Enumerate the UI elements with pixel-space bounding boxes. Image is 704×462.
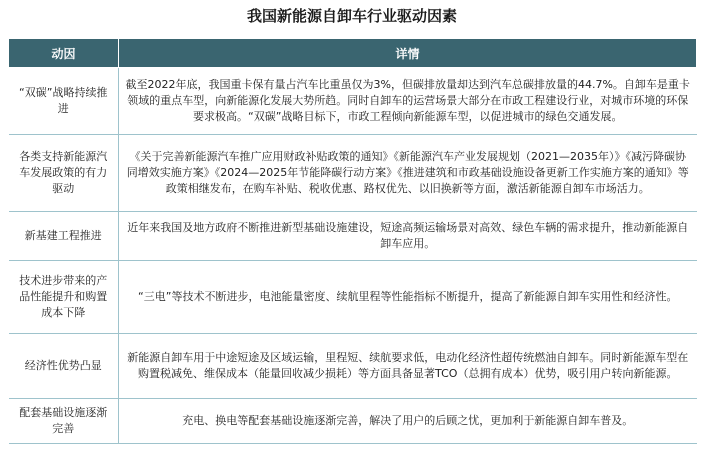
factor-cell: 技术进步带来的产品性能提升和购置成本下降: [9, 261, 119, 334]
table-row: [9, 135, 697, 212]
table-row: [9, 399, 697, 444]
column-header-detail: 详情: [119, 39, 697, 68]
detail-cell: 充电、换电等配套基础设施逐渐完善，解决了用户的后顾之忧，更加利于新能源自卸车普及。: [119, 399, 697, 444]
column-header-factor: 动因: [9, 39, 119, 68]
table-row: [9, 68, 697, 135]
drivers-table: [8, 38, 697, 444]
detail-cell: 近年来我国及地方政府不断推进新型基础设施建设，短途高频运输场景对高效、绿色车辆的需求提升，推动新能源自卸车应用。: [119, 212, 697, 261]
factor-cell: 各类支持新能源汽车发展政策的有力驱动: [9, 135, 119, 212]
factor-cell: 新基建工程推进: [9, 212, 119, 261]
factor-cell: 经济性优势凸显: [9, 334, 119, 399]
table-header-row: [9, 39, 697, 68]
table-row: [9, 212, 697, 261]
factor-cell: 配套基础设施逐渐完善: [9, 399, 119, 444]
table-row: [9, 334, 697, 399]
page-title: 我国新能源自卸车行业驱动因素: [246, 7, 457, 25]
detail-cell: 截至2022年底，我国重卡保有量占汽车比重虽仅为3%，但碳排放量却达到汽车总碳排放量的44.7%。自卸车是重卡领域的重点车型，向新能源化发展大势所趋。同时自卸车的运营场景大部分在市政工程建设行业，对城市环境的环保要求极高。“双碳”战略目标下，市政工程倾向新能源车型，以促进城市的绿色交通发展。: [119, 68, 697, 135]
detail-cell: “三电”等技术不断进步，电池能量密度、续航里程等性能指标不断提升，提高了新能源自卸车实用性和经济性。: [119, 261, 697, 334]
factor-cell: “双碳”战略持续推进: [9, 68, 119, 135]
detail-cell: 新能源自卸车用于中途短途及区域运输，里程短、续航要求低，电动化经济性超传统燃油自卸车。同时新能源车型在购置税减免、维保成本（能量回收减少损耗）等方面具备显著TCO（总拥有成本）优势，吸引用户转向新能源。: [119, 334, 697, 399]
table-row: [9, 261, 697, 334]
detail-cell: 《关于完善新能源汽车推广应用财政补贴政策的通知》《新能源汽车产业发展规划（2021—2035年）》《减污降碳协同增效实施方案》《2024—2025年节能降碳行动方案》《推进建筑和市政基础设施设备更新工作实施方案的通知》等政策相继发布，在购车补贴、税收优惠、路权优先、以旧换新等方面，激活新能源自卸车市场活力。: [119, 135, 697, 212]
